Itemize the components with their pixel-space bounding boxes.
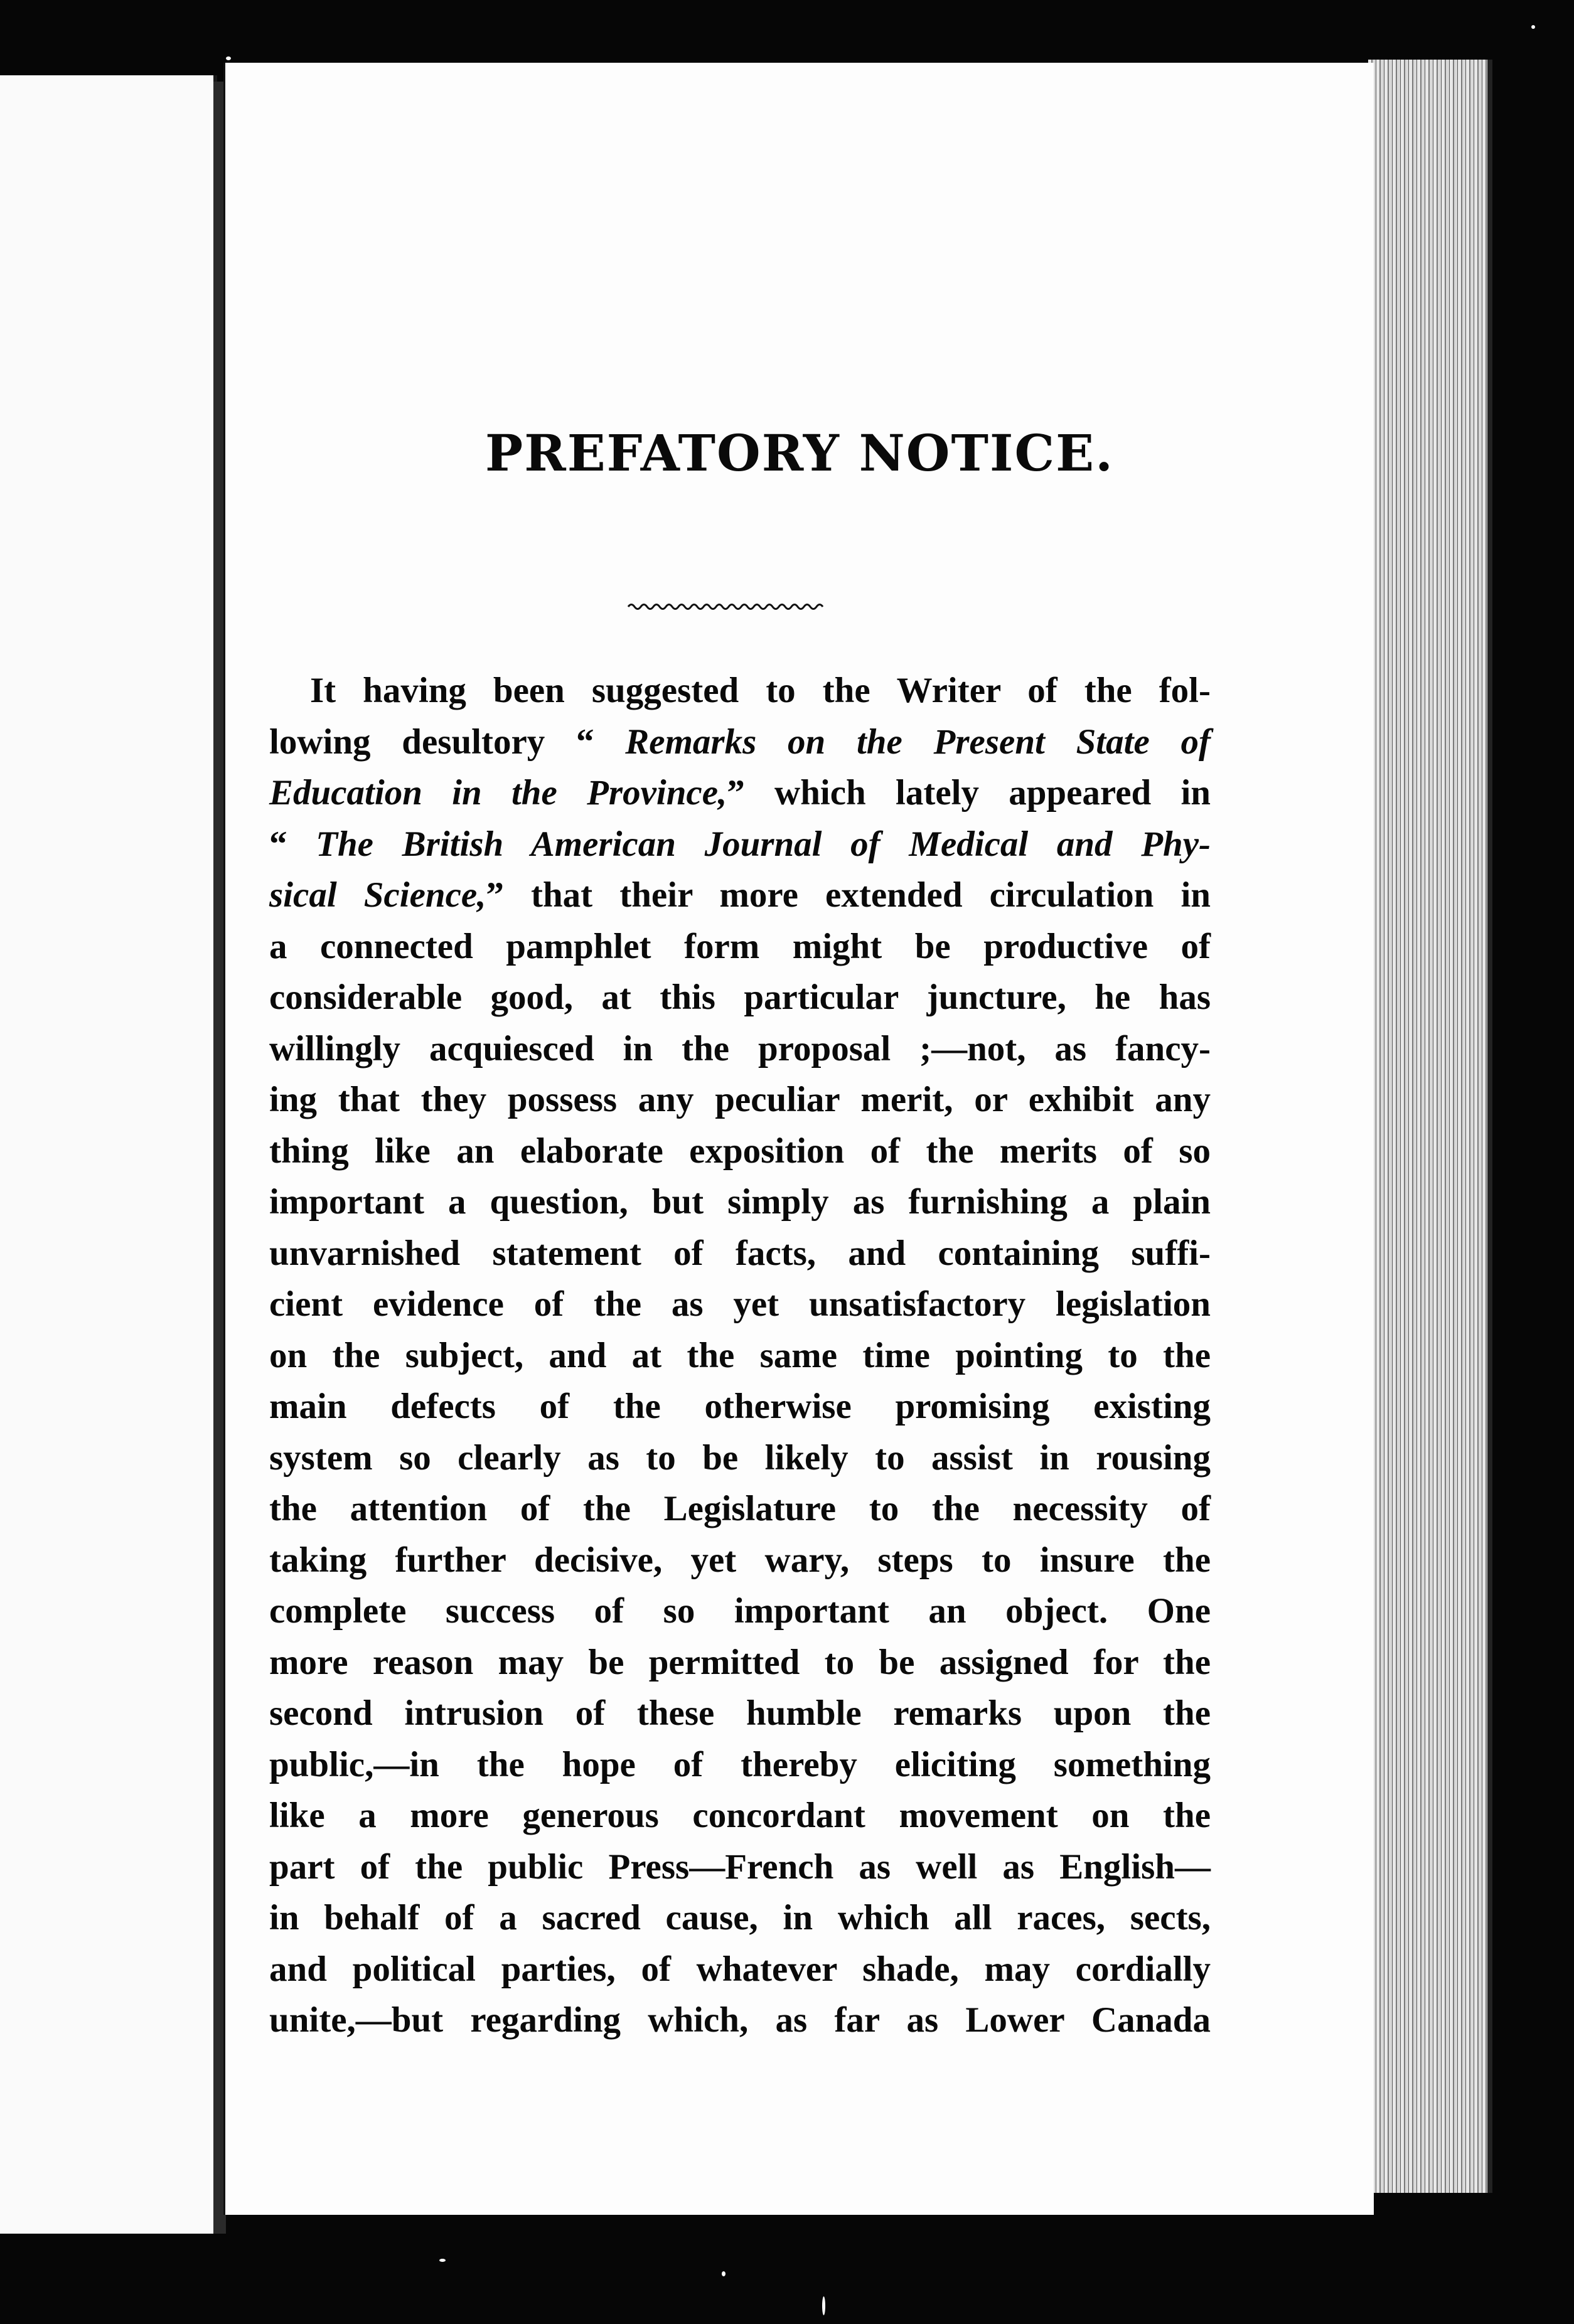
- text-line: [269, 1586, 1211, 1637]
- italic-segment: Remarks on the Present State of: [625, 722, 1211, 762]
- dust-speck: [1531, 25, 1535, 29]
- text-line: [269, 819, 1211, 870]
- text-segment: lowing desultory “: [269, 722, 626, 762]
- text-line: [269, 972, 1211, 1023]
- text-segment: and political parties, of whatever shade, may cordially: [269, 1949, 1211, 1989]
- left-page-blank: [0, 75, 217, 2234]
- text-segment: like a more generous concordant movement on the: [269, 1796, 1211, 1835]
- text-segment: willingly acquiesced in the proposal ;—not, as fancy-: [269, 1028, 1211, 1069]
- ornamental-rule: [627, 599, 828, 614]
- text-segment: second intrusion of these humble remarks upon the: [269, 1693, 1211, 1733]
- text-segment: unvarnished statement of facts, and containing suffi-: [269, 1233, 1211, 1273]
- right-page: [223, 63, 1374, 2215]
- text-line: [269, 1432, 1211, 1484]
- text-line: [269, 1126, 1211, 1177]
- dust-speck: [822, 2296, 825, 2315]
- italic-segment: Education in the Province,: [269, 773, 727, 813]
- text-segment: a connected pamphlet form might be productive of: [269, 926, 1211, 966]
- text-line: [269, 1739, 1211, 1791]
- text-segment: It having been suggested to the Writer of the fol-: [310, 671, 1211, 710]
- text-segment: in behalf of a sacred cause, in which all races, sects,: [269, 1898, 1211, 1938]
- text-line: [269, 1535, 1211, 1586]
- text-line: [269, 870, 1211, 921]
- text-segment: unite,—but regarding which, as far as Lower Canada: [269, 2000, 1211, 2040]
- italic-segment: sical Science,: [269, 875, 486, 915]
- text-line: [269, 1944, 1211, 1995]
- text-line: [269, 1637, 1211, 1688]
- text-line: [269, 1688, 1211, 1739]
- page-title: PREFATORY NOTICE.: [485, 424, 1114, 482]
- text-line: [269, 921, 1211, 973]
- text-line: [269, 1023, 1211, 1075]
- page-edges: [1368, 60, 1492, 2193]
- prefatory-paragraph: [269, 665, 1211, 2046]
- text-line: [269, 1279, 1211, 1330]
- text-segment: ” that their more extended circulation in: [486, 875, 1211, 915]
- text-line: [269, 1228, 1211, 1279]
- text-segment: considerable good, at this particular juncture, he has: [269, 978, 1211, 1017]
- text-segment: cient evidence of the as yet unsatisfactory legislation: [269, 1284, 1211, 1324]
- text-segment: system so clearly as to be likely to assist in rousing: [269, 1437, 1211, 1478]
- text-segment: more reason may be permitted to be assigned for the: [269, 1642, 1211, 1682]
- dust-speck: [226, 56, 231, 60]
- text-segment: ing that they possess any peculiar merit, or exhibit any: [269, 1080, 1211, 1119]
- text-line: [269, 1892, 1211, 1944]
- text-segment: on the subject, and at the same time pointing to the: [269, 1335, 1211, 1375]
- text-segment: main defects of the otherwise promising existing: [269, 1387, 1211, 1426]
- text-line: [269, 1995, 1211, 2046]
- text-line: [269, 717, 1211, 768]
- text-line: [269, 1330, 1211, 1382]
- text-line: [269, 1842, 1211, 1893]
- text-segment: public,—in the hope of thereby eliciting something: [269, 1744, 1211, 1784]
- text-line: [269, 767, 1211, 819]
- text-segment: part of the public Press—French as well as English—: [269, 1847, 1211, 1887]
- text-segment: ” which lately appeared in: [727, 773, 1211, 813]
- text-segment: “: [269, 824, 316, 864]
- text-line: [269, 1176, 1211, 1228]
- text-line: [269, 1381, 1211, 1432]
- text-segment: important a question, but simply as furnishing a plain: [269, 1182, 1211, 1222]
- text-line: [269, 665, 1211, 717]
- text-line: [269, 1483, 1211, 1535]
- text-segment: thing like an elaborate exposition of the merits of so: [269, 1131, 1211, 1171]
- text-line: [269, 1074, 1211, 1126]
- dust-speck: [439, 2259, 446, 2262]
- text-segment: the attention of the Legislature to the necessity of: [269, 1489, 1211, 1528]
- italic-segment: The British American Journal of Medical and Phy-: [316, 824, 1211, 864]
- text-line: [269, 1790, 1211, 1842]
- dust-speck: [722, 2271, 725, 2276]
- text-segment: complete success of so important an object. One: [269, 1591, 1211, 1631]
- text-segment: taking further decisive, yet wary, steps to insure the: [269, 1540, 1211, 1580]
